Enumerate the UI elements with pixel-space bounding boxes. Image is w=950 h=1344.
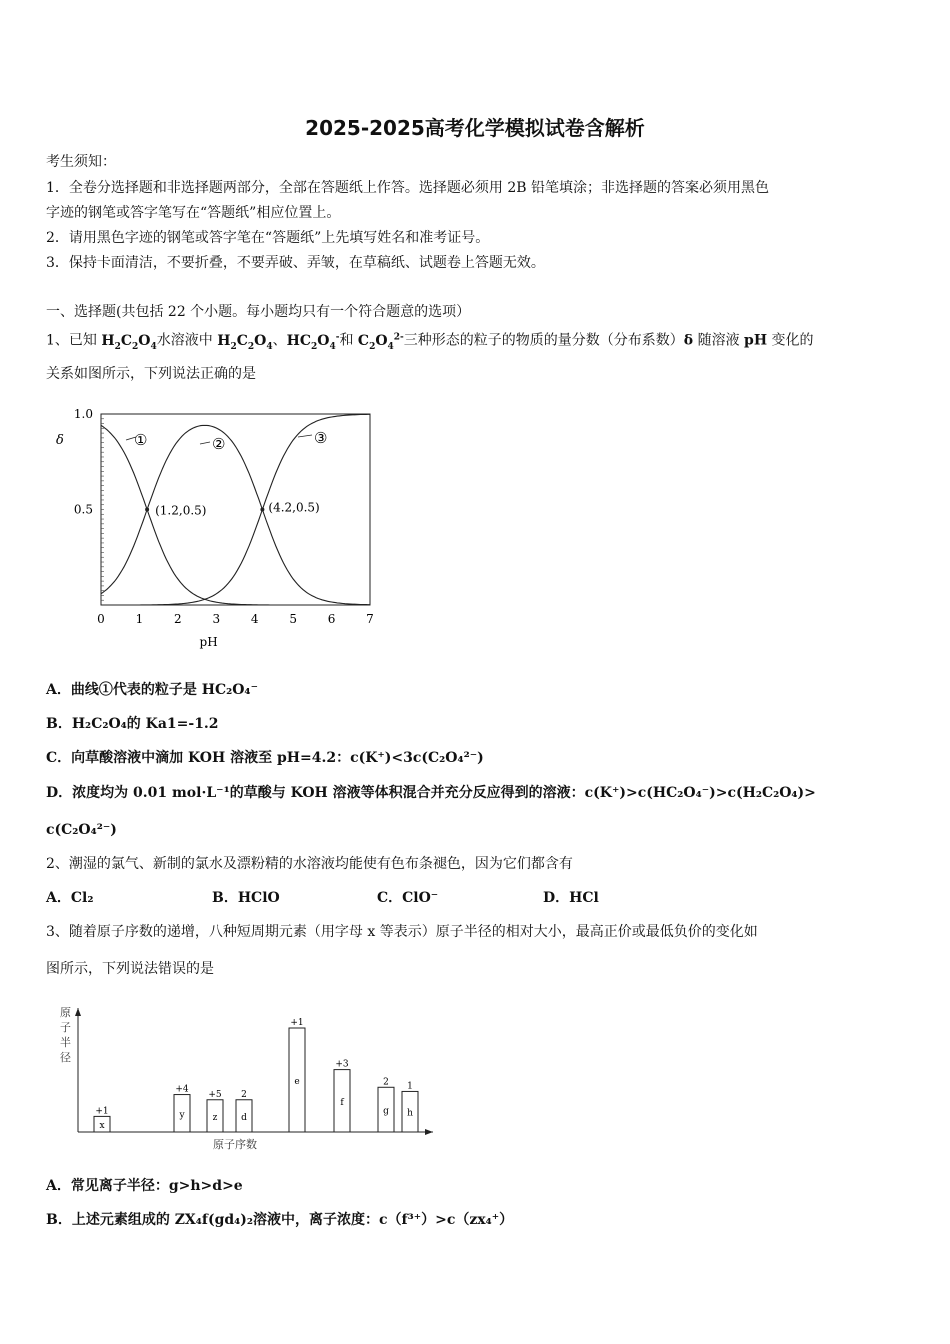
notice-heading: 考生须知： [46,154,116,170]
q1-stem-line-1: 1、已知 $H_2C_2O_4$水溶液中 $H_2C_2O_4$、$HC_2O_4^-$和 $C_2O_4^{2-}$三种形态的粒子的物质的量分数（分布系数）δ 随溶液 pH 变化的 [46,332,814,352]
y-tick-label: 0.5 [73,502,93,517]
q1-option-d[interactable]: D．浓度均为 0.01 mol·L⁻¹的草酸与 KOH 溶液等体积混合并充分反应得到的溶液：c(K⁺)>c(HC₂O₄⁻)>c(H₂C₂O₄)> [46,785,816,801]
bar-label-x: x [99,1121,105,1132]
notice-line-1: 1．全卷分选择题和非选择题两部分，全部在答题纸上作答。选择题必须用 2B 铅笔填涂；非选择题的答案必须用黑色 [46,180,769,196]
valence-label-f: +3 [335,1059,349,1070]
bar-label-y: y [179,1110,185,1121]
valence-label-d: 2 [241,1089,247,1100]
x-axis-label: pH [199,635,218,649]
y-tick-label: 1.0 [73,407,93,421]
x-tick-label: 7 [366,612,374,626]
q2-option-b[interactable]: B．HClO [212,890,280,906]
q2-option-c[interactable]: C．ClO⁻ [377,890,439,906]
bar-label-d: d [241,1112,247,1123]
x-tick-label: 0 [97,612,105,626]
q3-option-b[interactable]: B．上述元素组成的 ZX₄f(gd₄)₂溶液中，离子浓度：c（f³⁺）>c（zx₄⁺） [46,1212,514,1228]
series-line-1 [101,425,370,604]
annotation-1: (1.2,0.5) [155,503,207,518]
intersection-point-1 [260,508,264,512]
x-tick-label: 4 [250,612,259,626]
y-axis-label-char: 原 [60,1006,71,1019]
series-label-leader [298,435,312,437]
q3-stem-line-2: 图所示，下列说法错误的是 [46,961,214,977]
distribution-chart [50,400,390,660]
valence-label-y: +4 [175,1084,189,1095]
x-axis-label: 原子序数 [213,1138,257,1151]
q3-option-a[interactable]: A．常见离子半径：g>h>d>e [46,1178,243,1194]
notice-line-2: 2．请用黑色字迹的钢笔或答字笔在“答题纸”上先填写姓名和准考证号。 [46,230,490,246]
atomic-radius-chart [55,1000,455,1160]
y-axis-arrow [75,1008,81,1016]
bar-label-z: z [212,1112,218,1123]
x-tick-label: 3 [212,612,221,626]
page-title: 2025-2025高考化学模拟试卷含解析 [305,116,645,140]
notice-line-1-cont: 字迹的钢笔或答字笔写在“答题纸”相应位置上。 [46,205,341,221]
q1-option-b[interactable]: B．H₂C₂O₄的 Ka1=-1.2 [46,716,219,732]
q3-stem-line-1: 3、随着原子序数的递增，八种短周期元素（用字母 x 等表示）原子半径的相对大小，最高正价或最低负价的变化如 [46,924,758,940]
y-axis-label: δ [56,433,64,448]
valence-label-x: +1 [95,1106,109,1117]
bar-label-e: e [294,1077,300,1087]
x-axis-arrow [425,1129,433,1135]
q1-option-c[interactable]: C．向草酸溶液中滴加 KOH 溶液至 pH=4.2：c(K⁺)<3c(C₂O₄²⁻) [46,750,484,766]
notice-line-3: 3．保持卡面清洁，不要折叠，不要弄破、弄皱，在草稿纸、试题卷上答题无效。 [46,255,545,271]
q1-stem-line-2: 关系如图所示，下列说法正确的是 [46,366,256,382]
y-axis-label-char: 径 [60,1051,71,1064]
bar-label-g: g [383,1106,389,1117]
series-label-1: ② [212,435,226,453]
annotation-2: (4.2,0.5) [268,500,320,515]
valence-label-z: +5 [208,1089,222,1100]
q1-option-d-cont: c(C₂O₄²⁻) [46,822,117,838]
series-label-0: ① [134,431,148,449]
series-label-leader [200,442,210,444]
y-axis-label-char: 半 [60,1036,71,1049]
x-tick-label: 1 [135,612,144,626]
valence-label-h: 1 [407,1081,413,1092]
valence-label-e: +1 [290,1018,304,1028]
x-tick-label: 2 [174,612,182,626]
series-label-2: ③ [314,429,328,447]
section-heading: 一、选择题(共包括 22 个小题。每小题均只有一个符合题意的选项） [46,304,471,320]
bar-label-f: f [340,1097,344,1108]
q2-stem: 2、潮湿的氯气、新制的氯水及漂粉精的水溶液均能使有色布条褪色，因为它们都含有 [46,856,573,872]
x-tick-label: 6 [327,612,336,626]
bar-label-h: h [407,1108,413,1119]
y-axis-label-char: 子 [60,1021,71,1034]
valence-label-g: 2 [383,1077,389,1088]
intersection-point-0 [145,508,149,512]
x-tick-label: 5 [289,612,297,626]
q2-option-d[interactable]: D．HCl [543,890,599,906]
q2-option-a[interactable]: A．Cl₂ [46,890,94,906]
series-line-0 [101,425,370,605]
q1-option-a[interactable]: A．曲线①代表的粒子是 HC₂O₄⁻ [46,682,258,698]
